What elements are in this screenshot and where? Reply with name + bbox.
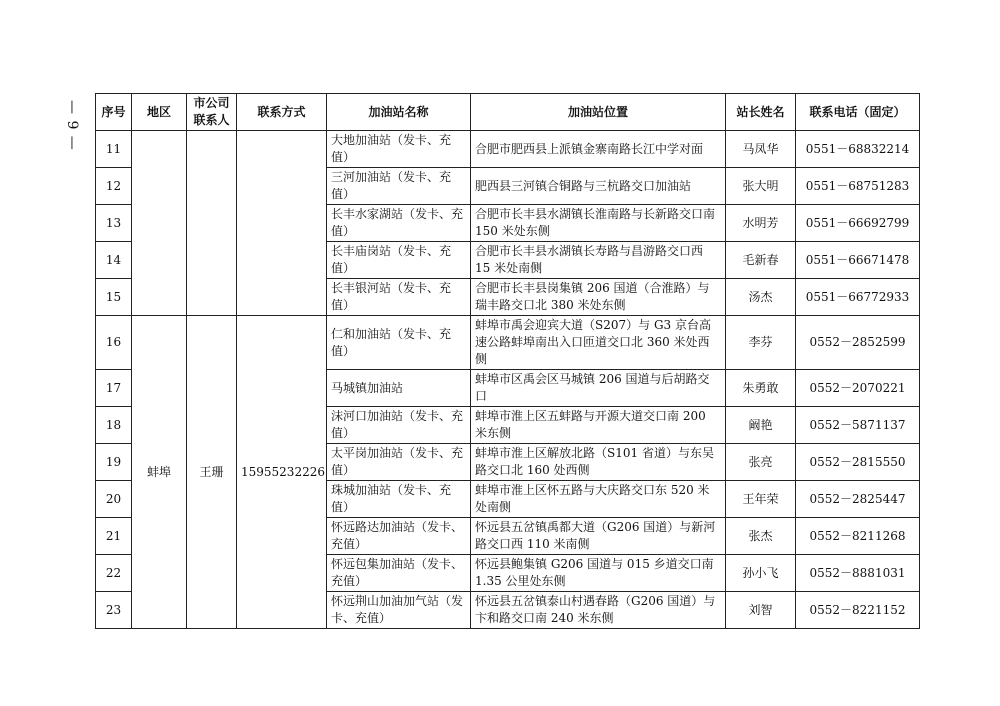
station-manager: 张大明 xyxy=(726,168,796,205)
row-no: 17 xyxy=(96,370,132,407)
station-location: 怀远县鲍集镇 G206 国道与 015 乡道交口南 1.35 公里处东侧 xyxy=(471,555,726,592)
station-manager: 阚艳 xyxy=(726,407,796,444)
station-phone: 0551－68832214 xyxy=(796,131,920,168)
station-manager: 水明芳 xyxy=(726,205,796,242)
row-no: 14 xyxy=(96,242,132,279)
station-name: 怀远路达加油站（发卡、充值） xyxy=(327,518,471,555)
row-no: 12 xyxy=(96,168,132,205)
region-cell: 蚌埠 xyxy=(132,316,187,629)
station-name: 怀远包集加油站（发卡、充值） xyxy=(327,555,471,592)
station-location: 蚌埠市淮上区怀五路与大庆路交口东 520 米处南侧 xyxy=(471,481,726,518)
station-name: 大地加油站（发卡、充值） xyxy=(327,131,471,168)
station-manager: 李芬 xyxy=(726,316,796,370)
header-contact: 市公司联系人 xyxy=(187,94,237,131)
row-no: 11 xyxy=(96,131,132,168)
station-manager: 刘智 xyxy=(726,592,796,629)
row-no: 19 xyxy=(96,444,132,481)
header-manager: 站长姓名 xyxy=(726,94,796,131)
station-manager: 张亮 xyxy=(726,444,796,481)
station-phone: 0552－2070221 xyxy=(796,370,920,407)
station-location: 合肥市长丰县水湖镇长淮南路与长新路交口南 150 米处东侧 xyxy=(471,205,726,242)
station-name: 太平岗加油站（发卡、充值） xyxy=(327,444,471,481)
station-location: 怀远县五岔镇泰山村遇春路（G206 国道）与卞和路交口南 240 米东侧 xyxy=(471,592,726,629)
station-location: 怀远县五岔镇禹都大道（G206 国道）与新河路交口西 110 米南侧 xyxy=(471,518,726,555)
station-location: 蚌埠市禹会迎宾大道（S207）与 G3 京台高速公路蚌埠南出入口匝道交口北 360 米处西侧 xyxy=(471,316,726,370)
station-phone: 0552－2825447 xyxy=(796,481,920,518)
row-no: 21 xyxy=(96,518,132,555)
header-station-name: 加油站名称 xyxy=(327,94,471,131)
station-phone: 0552－8221152 xyxy=(796,592,920,629)
contact-cell-empty xyxy=(187,131,237,316)
row-no: 13 xyxy=(96,205,132,242)
table-row xyxy=(96,131,920,168)
station-phone: 0551－66671478 xyxy=(796,242,920,279)
station-manager: 毛新春 xyxy=(726,242,796,279)
station-location: 合肥市肥西县上派镇金寨南路长江中学对面 xyxy=(471,131,726,168)
table-row xyxy=(96,316,920,370)
station-location: 蚌埠市区禹会区马城镇 206 国道与后胡路交口 xyxy=(471,370,726,407)
station-location: 蚌埠市淮上区五蚌路与开源大道交口南 200 米东侧 xyxy=(471,407,726,444)
station-manager: 马凤华 xyxy=(726,131,796,168)
station-phone: 0551－66692799 xyxy=(796,205,920,242)
station-phone: 0552－5871137 xyxy=(796,407,920,444)
station-name: 长丰庙岗站（发卡、充值） xyxy=(327,242,471,279)
row-no: 22 xyxy=(96,555,132,592)
station-location: 合肥市长丰县岗集镇 206 国道（合淮路）与瑞丰路交口北 380 米处东侧 xyxy=(471,279,726,316)
page-number: — 9 — xyxy=(64,100,80,151)
station-location: 肥西县三河镇合铜路与三杭路交口加油站 xyxy=(471,168,726,205)
station-phone: 0552－2852599 xyxy=(796,316,920,370)
station-manager: 张杰 xyxy=(726,518,796,555)
station-name: 三河加油站（发卡、充值） xyxy=(327,168,471,205)
station-name: 长丰水家湖站（发卡、充值） xyxy=(327,205,471,242)
contact-phone-cell: 15955232226 xyxy=(237,316,327,629)
region-cell-empty xyxy=(132,131,187,316)
header-no: 序号 xyxy=(96,94,132,131)
header-row xyxy=(96,94,920,131)
station-phone: 0552－8211268 xyxy=(796,518,920,555)
station-manager: 王年荣 xyxy=(726,481,796,518)
station-manager: 汤杰 xyxy=(726,279,796,316)
station-phone: 0552－8881031 xyxy=(796,555,920,592)
row-no: 18 xyxy=(96,407,132,444)
row-no: 23 xyxy=(96,592,132,629)
header-contact-info: 联系方式 xyxy=(237,94,327,131)
station-phone: 0552－2815550 xyxy=(796,444,920,481)
station-name: 怀远荆山加油加气站（发卡、充值） xyxy=(327,592,471,629)
station-location: 蚌埠市淮上区解放北路（S101 省道）与东吴路交口北 160 处西侧 xyxy=(471,444,726,481)
row-no: 16 xyxy=(96,316,132,370)
station-phone: 0551－66772933 xyxy=(796,279,920,316)
station-manager: 朱勇敢 xyxy=(726,370,796,407)
station-name: 沫河口加油站（发卡、充值） xyxy=(327,407,471,444)
header-station-location: 加油站位置 xyxy=(471,94,726,131)
station-name: 仁和加油站（发卡、充值） xyxy=(327,316,471,370)
contact-person-cell: 王珊 xyxy=(187,316,237,629)
header-region: 地区 xyxy=(132,94,187,131)
station-name: 珠城加油站（发卡、充值） xyxy=(327,481,471,518)
station-location: 合肥市长丰县水湖镇长寿路与昌游路交口西 15 米处南侧 xyxy=(471,242,726,279)
row-no: 20 xyxy=(96,481,132,518)
station-name: 马城镇加油站 xyxy=(327,370,471,407)
station-name: 长丰银河站（发卡、充值） xyxy=(327,279,471,316)
station-manager: 孙小飞 xyxy=(726,555,796,592)
row-no: 15 xyxy=(96,279,132,316)
station-phone: 0551－68751283 xyxy=(796,168,920,205)
contact-info-cell-empty xyxy=(237,131,327,316)
header-phone: 联系电话（固定） xyxy=(796,94,920,131)
gas-station-table xyxy=(95,93,920,629)
